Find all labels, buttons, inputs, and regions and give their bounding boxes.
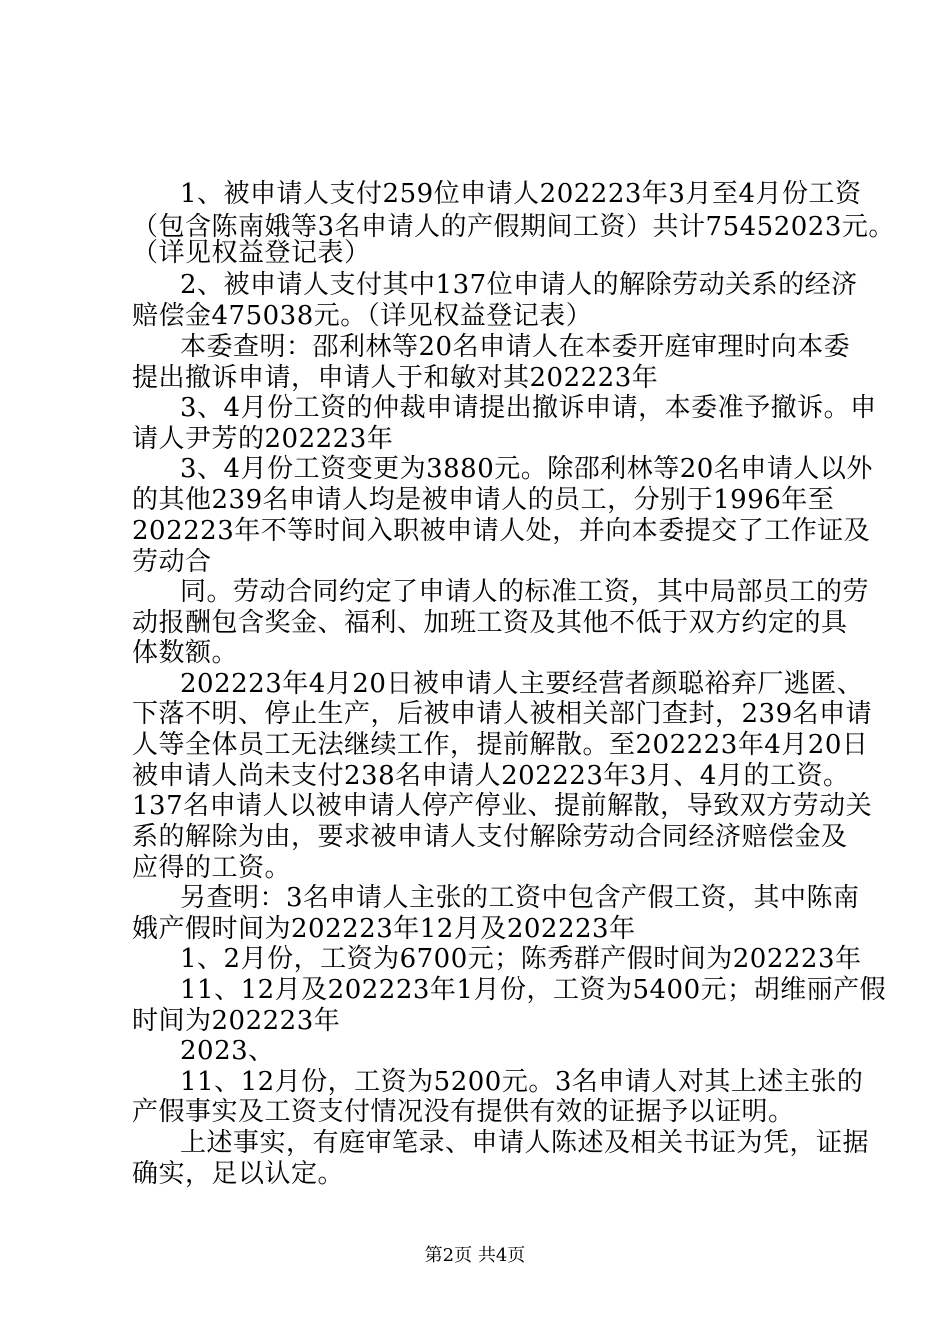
- text-line: （包含陈南娥等3名申请人的产假期间工资）共计75452023元。: [132, 212, 895, 242]
- text-line: （详见权益登记表）: [132, 238, 371, 268]
- text-line: 同。劳动合同约定了申请人的标准工资，其中局部员工的劳: [180, 577, 870, 607]
- text-line: 3、4月份工资变更为3880元。除邵利林等20名申请人以外: [180, 454, 873, 484]
- text-line: 上述事实，有庭审笔录、申请人陈述及相关书证为凭，证据: [180, 1128, 870, 1158]
- text-line: 体数额。: [132, 638, 239, 668]
- text-line: 的其他239名申请人均是被申请人的员工，分别于1996年至: [132, 485, 835, 515]
- text-line: 3、4月份工资的仲裁申请提出撤诉申请，本委准予撤诉。申: [180, 393, 877, 423]
- text-line: 202223年4月20日被申请人主要经营者颜聪裕弃厂逃匿、: [180, 669, 864, 699]
- text-line: 11、12月及202223年1月份，工资为5400元；胡维丽产假: [180, 975, 887, 1005]
- text-line: 确实，足以认定。: [132, 1159, 345, 1189]
- text-line: 2023、: [180, 1036, 275, 1066]
- text-line: 1、2月份，工资为6700元；陈秀群产假时间为202223年: [180, 944, 862, 974]
- text-line: 人等全体员工无法继续工作，提前解散。至202223年4月20日: [132, 730, 869, 760]
- page-number-footer: 第2页 共4页: [424, 1245, 526, 1266]
- text-line: 11、12月份，工资为5200元。3名申请人对其上述主张的: [180, 1067, 864, 1097]
- text-line: 动报酬包含奖金、福利、加班工资及其他不低于双方约定的具: [132, 608, 848, 638]
- text-line: 产假事实及工资支付情况没有提供有效的证据予以证明。: [132, 1097, 795, 1127]
- text-line: 本委查明：邵利林等20名申请人在本委开庭审理时向本委: [180, 332, 851, 362]
- text-line: 另查明：3名申请人主张的工资中包含产假工资，其中陈南: [180, 883, 860, 913]
- text-line: 娥产假时间为202223年12月及202223年: [132, 914, 636, 944]
- text-line: 系的解除为由，要求被申请人支付解除劳动合同经济赔偿金及: [132, 822, 848, 852]
- text-line: 提出撤诉申请，申请人于和敏对其202223年: [132, 363, 659, 393]
- text-line: 下落不明、停止生产，后被申请人被相关部门查封，239名申请: [132, 699, 873, 729]
- text-line: 1、被申请人支付259位申请人202223年3月至4月份工资: [180, 179, 862, 209]
- text-line: 202223年不等时间入职被申请人处，并向本委提交了工作证及: [132, 516, 871, 546]
- text-line: 137名申请人以被申请人停产停业、提前解散，导致双方劳动关: [132, 791, 873, 821]
- text-line: 应得的工资。: [132, 853, 292, 883]
- text-line: 被申请人尚未支付238名申请人202223年3月、4月的工资。: [132, 761, 850, 791]
- text-line: 赔偿金475038元。（详见权益登记表）: [132, 301, 593, 331]
- text-line: 请人尹芳的202223年: [132, 424, 394, 454]
- text-line: 2、被申请人支付其中137位申请人的解除劳动关系的经济: [180, 270, 858, 300]
- text-line: 劳动合: [132, 547, 212, 577]
- text-line: 时间为202223年: [132, 1006, 341, 1036]
